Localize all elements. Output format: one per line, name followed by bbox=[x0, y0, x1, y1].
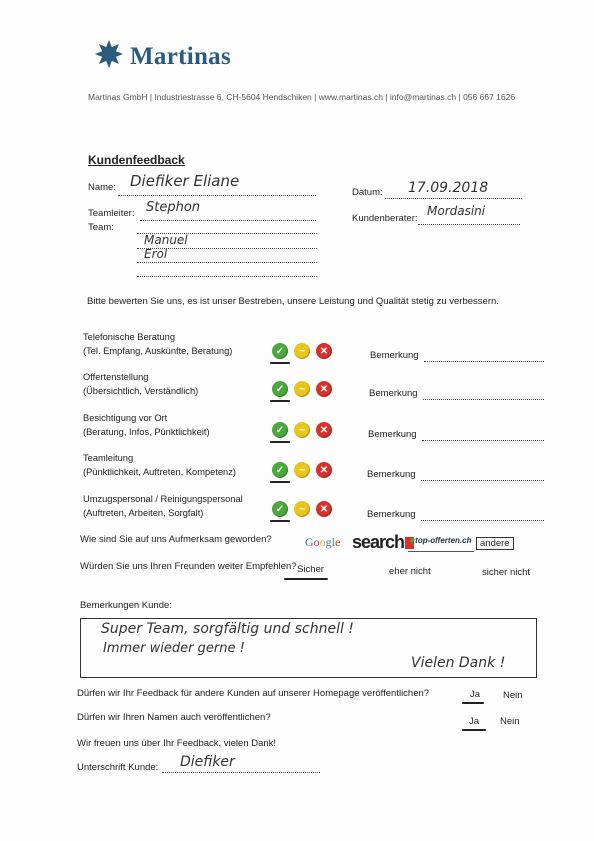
remark-label: Bemerkung bbox=[369, 388, 418, 399]
team-member-2[interactable]: Erol bbox=[144, 247, 168, 261]
category-title: Teamleitung bbox=[83, 453, 134, 463]
teamleiter-value[interactable]: Stephon bbox=[146, 200, 201, 215]
name-publish-no[interactable]: Nein bbox=[500, 716, 520, 727]
remark-line bbox=[421, 480, 544, 481]
category-title: Telefonische Beratung bbox=[83, 332, 175, 342]
yellow-rating-icon[interactable]: ~ bbox=[294, 462, 310, 478]
yellow-rating-icon[interactable]: ~ bbox=[294, 343, 310, 359]
name-value[interactable]: Diefiker Eliane bbox=[130, 172, 240, 190]
source-andere[interactable]: andere bbox=[476, 537, 514, 550]
red-rating-icon[interactable]: ✕ bbox=[316, 343, 332, 359]
red-rating-icon[interactable]: ✕ bbox=[316, 422, 332, 438]
category-subtitle: (Pünktlichkeit, Auftreten, Kompetenz) bbox=[83, 467, 236, 477]
comment-line-2: Immer wieder gerne ! bbox=[103, 641, 245, 656]
category-text bbox=[83, 492, 243, 520]
category-text bbox=[83, 370, 198, 398]
green-rating-icon[interactable]: ✓ bbox=[272, 381, 288, 397]
category-title: Offertenstellung bbox=[83, 372, 149, 382]
remark-label: Bemerkung bbox=[368, 429, 417, 440]
category-subtitle: (Beratung, Infos, Pünktlichkeit) bbox=[83, 427, 210, 437]
company-address: Martinas GmbH | Industriestrasse 6, CH-5604 Hendschiken | www.martinas.ch | info@martinas.ch | 056 667 1626 bbox=[88, 92, 516, 102]
publish-question: Dürfen wir Ihr Feedback für andere Kunden auf unserer Homepage veröffentlichen? bbox=[77, 688, 430, 699]
kundenberater-value[interactable]: Mordasini bbox=[427, 204, 486, 218]
remark-field[interactable] bbox=[368, 429, 417, 440]
red-rating-icon[interactable]: ✕ bbox=[316, 381, 332, 397]
remark-field[interactable] bbox=[370, 350, 419, 361]
signature-line bbox=[162, 772, 320, 773]
name-publish-question: Dürfen wir Ihren Namen auch veröffentlichen? bbox=[77, 712, 271, 723]
category-subtitle: (Tel. Empfang, Auskünfte, Beratung) bbox=[83, 346, 233, 356]
green-rating-icon[interactable]: ✓ bbox=[272, 462, 288, 478]
yellow-rating-icon[interactable]: ~ bbox=[294, 381, 310, 397]
red-rating-icon[interactable]: ✕ bbox=[316, 462, 332, 478]
source-google[interactable] bbox=[305, 535, 340, 550]
signature-value[interactable]: Diefiker bbox=[180, 754, 235, 770]
rating-selected-mark bbox=[270, 481, 290, 483]
comments-label: Bemerkungen Kunde: bbox=[80, 600, 172, 611]
category-title: Besichtigung vor Ort bbox=[83, 413, 168, 423]
datum-value[interactable]: 17.09.2018 bbox=[408, 180, 489, 196]
recommend-option-eher-nicht[interactable]: eher nicht bbox=[389, 566, 431, 577]
category-text bbox=[83, 411, 210, 439]
category-text bbox=[83, 451, 236, 479]
category-text bbox=[83, 330, 232, 358]
team-member-1[interactable]: Manuel bbox=[144, 233, 188, 247]
source-top-offerten[interactable]: ★top-offerten.ch bbox=[408, 536, 472, 545]
form-title: Kundenfeedback bbox=[88, 153, 185, 167]
remark-field[interactable] bbox=[367, 509, 416, 520]
search-logo: search bbox=[352, 532, 405, 552]
source-question: Wie sind Sie auf uns Aufmerksam geworden? bbox=[80, 534, 272, 545]
remark-line bbox=[422, 440, 544, 441]
teamleiter-line bbox=[140, 220, 316, 221]
name-label: Name: bbox=[88, 182, 116, 193]
comments-box[interactable] bbox=[80, 618, 537, 678]
recommend-selected-mark bbox=[284, 578, 328, 580]
kundenberater-label: Kundenberater: bbox=[352, 213, 418, 224]
rating-selected-mark bbox=[270, 400, 290, 402]
name-line bbox=[118, 195, 316, 196]
red-rating-icon[interactable]: ✕ bbox=[316, 501, 332, 517]
source-search[interactable] bbox=[352, 532, 414, 553]
rating-selected-mark bbox=[270, 362, 290, 364]
datum-label: Datum: bbox=[352, 187, 383, 198]
yellow-rating-icon[interactable]: ~ bbox=[294, 501, 310, 517]
category-subtitle: (Auftreten, Arbeiten, Sorgfalt) bbox=[83, 508, 204, 518]
category-subtitle: (Übersichtlich, Verständlich) bbox=[83, 386, 199, 396]
rating-selected-mark bbox=[270, 441, 290, 443]
star-icon: ★ bbox=[408, 536, 416, 545]
green-rating-icon[interactable]: ✓ bbox=[272, 422, 288, 438]
recommend-option-sicher[interactable]: Sicher bbox=[297, 564, 324, 575]
rating-selected-mark bbox=[270, 520, 290, 522]
comment-line-3: Vielen Dank ! bbox=[411, 655, 506, 671]
recommend-question: Würden Sie uns Ihren Freunden weiter Empfehlen? bbox=[80, 561, 297, 572]
team-label: Team: bbox=[88, 222, 114, 233]
name-publish-yes[interactable]: Ja bbox=[469, 716, 480, 727]
publish-yes[interactable]: Ja bbox=[470, 689, 481, 700]
remark-field[interactable] bbox=[367, 469, 416, 480]
remark-line bbox=[421, 520, 544, 521]
intro-text: Bitte bewerten Sie uns, es ist unser Bestreben, unsere Leistung und Qualität stetig zu verbessern. bbox=[87, 296, 499, 307]
name-publish-yes-mark bbox=[462, 729, 486, 731]
remark-label: Bemerkung bbox=[367, 509, 416, 520]
source-line bbox=[408, 551, 474, 552]
signature-label: Unterschrift Kunde: bbox=[77, 762, 159, 773]
logo-icon bbox=[93, 38, 125, 70]
recommend-option-sicher-nicht[interactable]: sicher nicht bbox=[482, 567, 531, 578]
teamleiter-label: Teamleiter: bbox=[88, 208, 135, 219]
remark-label: Bemerkung bbox=[367, 469, 416, 480]
yellow-rating-icon[interactable]: ~ bbox=[294, 422, 310, 438]
category-title: Umzugspersonal / Reinigungspersonal bbox=[83, 494, 243, 504]
green-rating-icon[interactable]: ✓ bbox=[272, 343, 288, 359]
publish-no[interactable]: Nein bbox=[503, 690, 523, 701]
team-line-3 bbox=[137, 262, 317, 263]
thanks-text: Wir freuen uns über Ihr Feedback, vielen Dank! bbox=[77, 738, 277, 749]
datum-line bbox=[385, 198, 522, 199]
remark-field[interactable] bbox=[369, 388, 418, 399]
kundenberater-line bbox=[418, 224, 520, 225]
remark-label: Bemerkung bbox=[370, 350, 419, 361]
publish-yes-mark bbox=[462, 702, 484, 704]
team-line-4 bbox=[137, 276, 317, 277]
brand-name: Martinas bbox=[130, 43, 231, 70]
remark-line bbox=[424, 361, 544, 362]
green-rating-icon[interactable]: ✓ bbox=[272, 501, 288, 517]
google-logo: Google bbox=[305, 535, 341, 549]
remark-line bbox=[423, 399, 544, 400]
comment-line-1: Super Team, sorgfältig und schnell ! bbox=[101, 621, 354, 637]
